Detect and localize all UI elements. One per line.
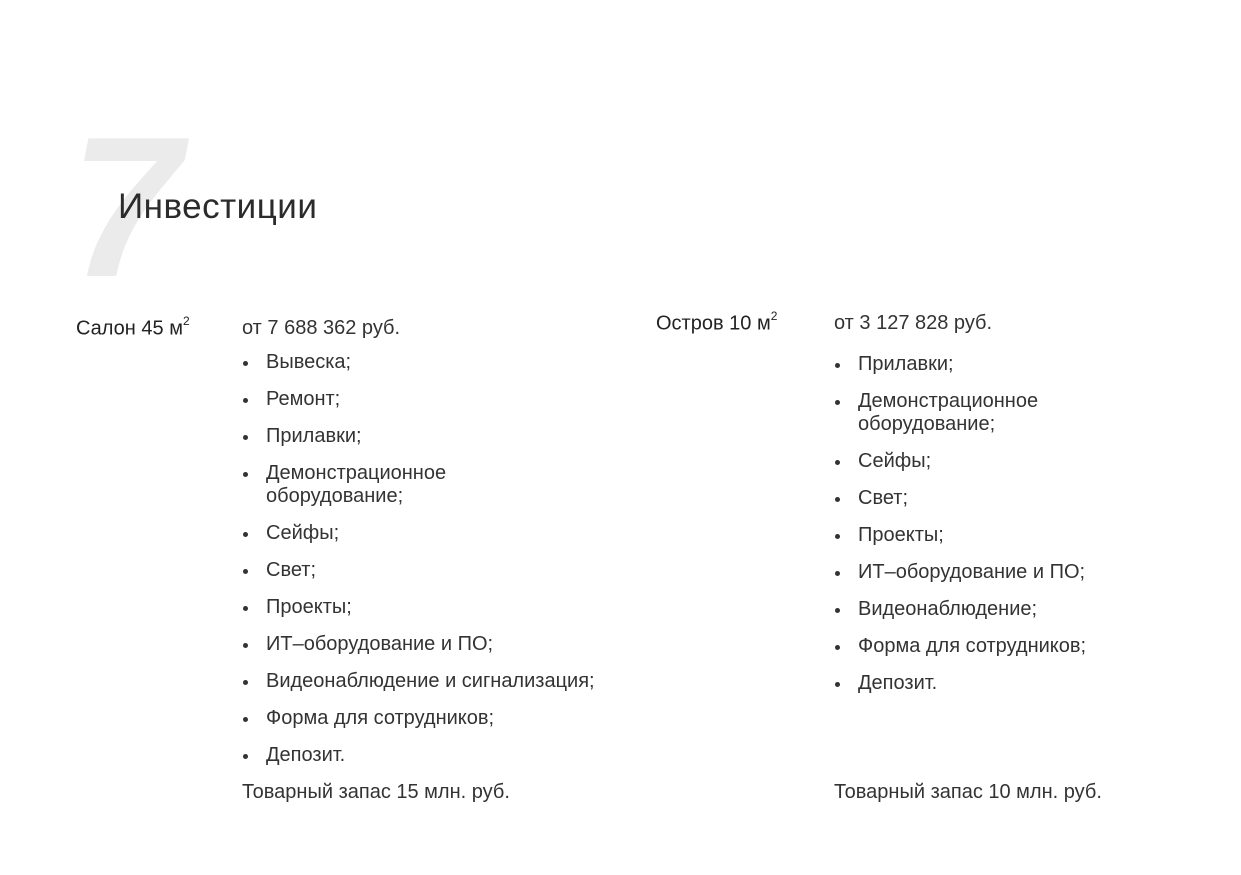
list-item: Ремонт; xyxy=(242,388,642,411)
list-item: Форма для сотрудников; xyxy=(834,635,1154,658)
island-stock: Товарный запас 10 млн. руб. xyxy=(834,781,1102,803)
island-label-sup: 2 xyxy=(770,309,778,323)
list-item: Прилавки; xyxy=(242,425,642,448)
salon-items-list xyxy=(242,351,642,781)
list-item: Сейфы; xyxy=(242,522,642,545)
salon-label-sup: 2 xyxy=(182,314,190,328)
salon-price: от 7 688 362 руб. xyxy=(242,317,401,339)
list-item: Прилавки; xyxy=(834,353,1154,376)
list-item: Депозит. xyxy=(834,672,1154,695)
list-item: Видеонаблюдение и сигнализация; xyxy=(242,670,642,693)
list-item: ИТ–оборудование и ПО; xyxy=(834,561,1154,584)
list-item: Проекты; xyxy=(834,524,1154,547)
list-item: Сейфы; xyxy=(834,450,1154,473)
list-item: Депозит. xyxy=(242,744,642,767)
island-label xyxy=(656,311,777,336)
island-price: от 3 127 828 руб. xyxy=(834,312,993,334)
salon-label xyxy=(76,316,190,341)
list-item: Демонстрационное оборудование; xyxy=(242,462,486,508)
list-item: Свет; xyxy=(834,487,1154,510)
list-item: Свет; xyxy=(242,559,642,582)
page-title: Инвестиции xyxy=(118,187,318,226)
list-item: Вывеска; xyxy=(242,351,642,374)
section-number: 7 xyxy=(70,96,178,319)
list-item: ИТ–оборудование и ПО; xyxy=(242,633,642,656)
list-item: Форма для сотрудников; xyxy=(242,707,642,730)
list-item: Демонстрационное оборудование; xyxy=(834,390,1078,436)
island-label-text: Остров 10 м xyxy=(656,312,771,335)
salon-label-text: Салон 45 м xyxy=(76,317,183,340)
salon-stock: Товарный запас 15 млн. руб. xyxy=(242,781,510,803)
list-item: Видеонаблюдение; xyxy=(834,598,1154,621)
list-item: Проекты; xyxy=(242,596,642,619)
island-items-list xyxy=(834,353,1154,709)
